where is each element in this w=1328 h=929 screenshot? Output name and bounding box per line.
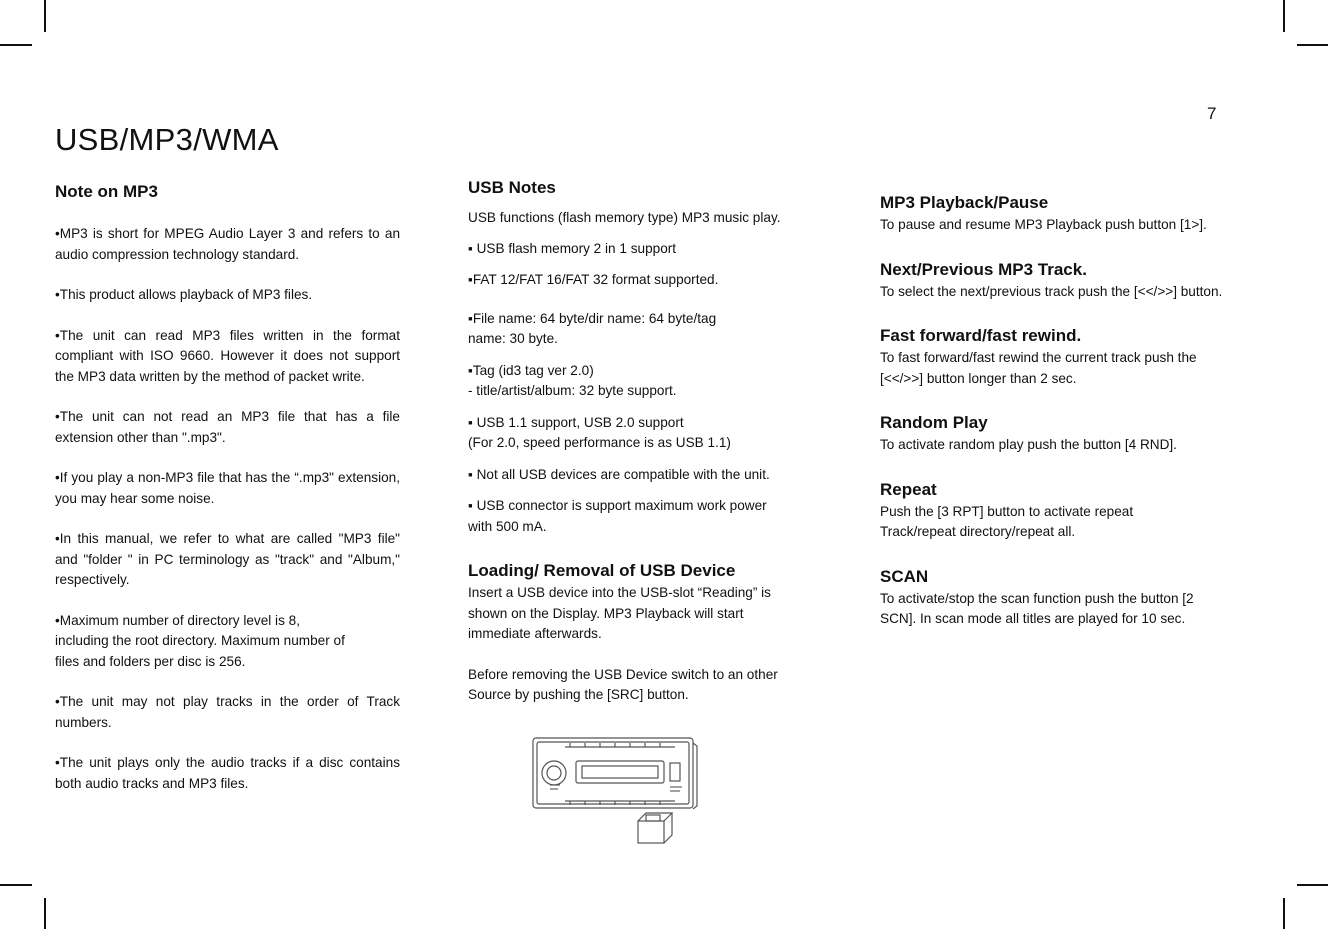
scan-section [880,565,1232,630]
mp3-note-paragraph: •In this manual, we refer to what are called "MP3 file" and "folder " in PC terminology as "track" and "Album," respectively. [55,531,400,587]
section-heading: Random Play [880,413,988,432]
crop-mark-bottom-left-horizontal [0,884,32,886]
section-text: To select the next/previous track push the [<</>>] button. [880,283,1223,299]
removal-instructions: Before removing the USB Device switch to an other Source by pushing the [SRC] button. [468,666,778,702]
usb-note-bullet: ▪FAT 12/FAT 16/FAT 32 format supported. [468,272,719,287]
usb-note-bullet: ▪ Not all USB devices are compatible with the unit. [468,466,770,482]
section-text: To activate/stop the scan function push the button [2 SCN]. In scan mode all titles are played for 10 sec. [880,590,1194,626]
playback-pause-section [880,191,1232,236]
section-text: To activate random play push the button [4 RND]. [880,437,1177,452]
crop-mark-bottom-right-horizontal [1297,884,1328,886]
crop-mark-bottom-right-vertical [1283,898,1285,929]
section-heading: SCAN [880,566,929,586]
page-title: USB/MP3/WMA [55,122,279,157]
crop-mark-bottom-left-vertical [44,898,46,929]
section-heading: Repeat [880,479,937,499]
note-on-mp3-column [55,180,400,814]
note-on-mp3-heading: Note on MP3 [55,182,158,201]
mp3-note-paragraph: •Maximum number of directory level is 8, including the root directory. Maximum number of files and folders per disc is 256. [55,612,345,669]
mp3-note-paragraph: •The unit plays only the audio tracks if a disc contains both audio tracks and MP3 files. [55,755,400,791]
section-text: To fast forward/fast rewind the current track push the [<</>>] button longer than 2 sec. [880,350,1197,386]
car-radio-usb-illustration [530,735,700,847]
mp3-note-paragraph: •This product allows playback of MP3 files. [55,287,313,302]
mp3-controls-column [880,191,1232,652]
section-heading: Next/Previous MP3 Track. [880,259,1087,279]
usb-note-bullet: ▪File name: 64 byte/dir name: 64 byte/tag name: 30 byte. [468,310,717,346]
crop-mark-top-right-horizontal [1297,44,1328,46]
usb-notes-intro: USB functions (flash memory type) MP3 music play. [468,210,781,225]
crop-mark-top-right-vertical [1283,0,1285,32]
mp3-note-paragraph: •The unit can not read an MP3 file that has a file extension other than ".mp3". [55,409,400,445]
random-play-section [880,411,1232,456]
repeat-section [880,478,1232,543]
mp3-note-paragraph: •If you play a non-MP3 file that has the “.mp3" extension, you may hear some noise. [55,470,400,506]
usb-note-bullet: ▪ USB flash memory 2 in 1 support [468,240,677,256]
section-text: Push the [3 RPT] button to activate repeat Track/repeat directory/repeat all. [880,503,1134,539]
usb-note-bullet: ▪ USB 1.1 support, USB 2.0 support (For 2.0, speed performance is as USB 1.1) [468,414,731,450]
mp3-note-paragraph: •MP3 is short for MPEG Audio Layer 3 and refers to an audio compression technology standard. [55,226,400,262]
crop-mark-top-left-vertical [44,0,46,32]
loading-removal-heading: Loading/ Removal of USB Device [468,561,736,580]
section-text: To pause and resume MP3 Playback push button [1>]. [880,217,1207,232]
crop-mark-top-left-horizontal [0,44,32,46]
usb-note-bullet: ▪ USB connector is support maximum work power with 500 mA. [468,498,767,534]
section-heading: Fast forward/fast rewind. [880,326,1082,345]
usb-note-bullet: ▪Tag (id3 tag ver 2.0) - title/artist/album: 32 byte support. [468,362,677,398]
fast-forward-section [880,324,1232,389]
mp3-note-paragraph: •The unit can read MP3 files written in the format compliant with ISO 9660. However it does not support the MP3 data written by the method of packet write. [55,327,400,384]
section-heading: MP3 Playback/Pause [880,193,1049,212]
mp3-note-paragraph: •The unit may not play tracks in the order of Track numbers. [55,694,400,730]
loading-instructions: Insert a USB device into the USB-slot “Reading” is shown on the Display. MP3 Playback will start immediate afterwards. [468,585,771,641]
page-number: 7 [1207,104,1217,123]
usb-notes-column [468,176,823,706]
next-previous-section [880,258,1232,303]
usb-notes-heading: USB Notes [468,178,556,197]
